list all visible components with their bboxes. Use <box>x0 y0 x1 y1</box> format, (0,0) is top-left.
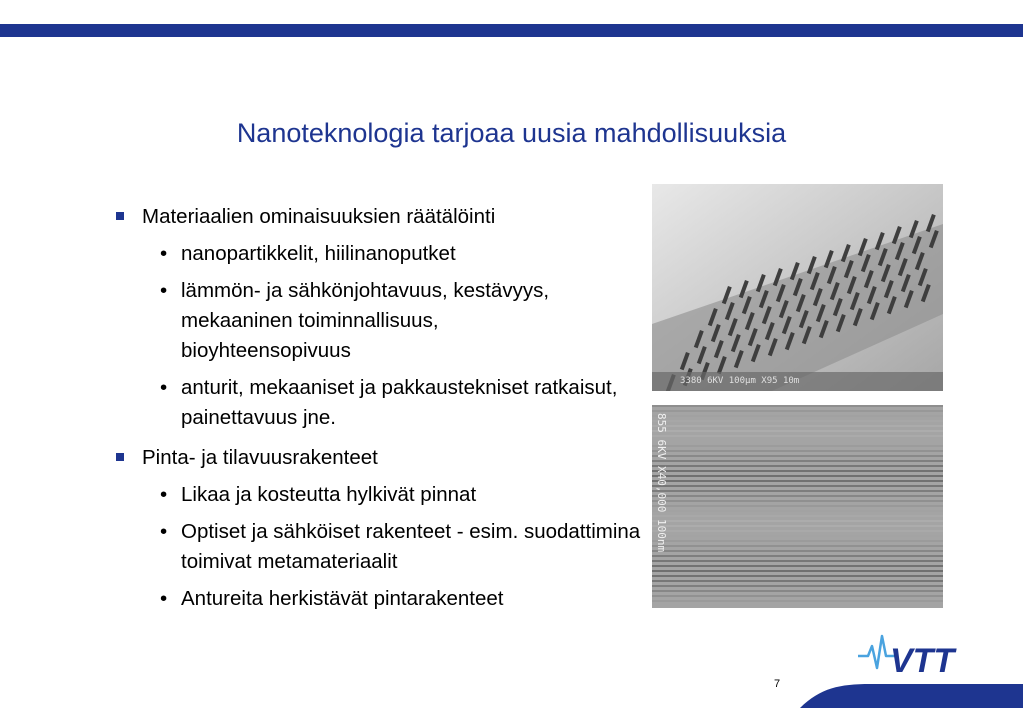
surface-texture-line <box>652 555 943 557</box>
surface-texture-line <box>652 575 943 577</box>
sub-bullet-item <box>112 517 642 577</box>
top-accent-bar <box>0 24 1023 37</box>
dot-bullet-icon: • <box>160 279 168 302</box>
sub-bullet-item <box>112 480 642 510</box>
sub-bullet-item <box>112 276 581 366</box>
surface-texture-line <box>652 500 943 502</box>
sub-bullet-text: anturit, mekaaniset ja pakkaustekniset ratkaisut, painettavuus jne. <box>181 376 618 429</box>
surface-texture-line <box>652 510 943 512</box>
surface-texture-line <box>652 585 943 587</box>
sub-bullet-item <box>112 239 642 269</box>
bottom-accent-swoosh <box>800 682 1023 708</box>
vtt-logo-text: VTT <box>890 642 955 680</box>
surface-texture-line <box>652 580 943 582</box>
surface-texture-line <box>652 570 943 572</box>
sem-image-nanosurface <box>652 405 943 608</box>
sem-top-caption: 3380 6KV 100μm X95 10m <box>680 376 800 386</box>
surface-texture-line <box>652 495 943 497</box>
dot-bullet-icon: • <box>160 483 168 506</box>
surface-texture-line <box>652 465 943 467</box>
dot-bullet-icon: • <box>160 242 168 265</box>
surface-texture-line <box>652 460 943 462</box>
sub-bullet-item <box>112 373 642 433</box>
sub-bullet-text: Likaa ja kosteutta hylkivät pinnat <box>181 483 477 506</box>
surface-texture-line <box>652 505 943 507</box>
surface-texture-line <box>652 600 943 602</box>
surface-texture-line <box>652 560 943 562</box>
sub-bullet-item <box>112 584 642 614</box>
slide-title: Nanoteknologia tarjoaa uusia mahdollisuuksia <box>236 118 787 148</box>
square-bullet-icon <box>116 212 124 220</box>
sub-bullet-text: Optiset ja sähköiset rakenteet - esim. suodattimina toimivat metamateriaalit <box>181 520 641 573</box>
surface-texture-line <box>652 565 943 567</box>
surface-texture-line <box>652 475 943 477</box>
surface-texture-line <box>652 405 943 407</box>
surface-texture-line <box>652 445 943 447</box>
surface-texture-line <box>652 485 943 487</box>
surface-texture-line <box>652 480 943 482</box>
surface-texture-line <box>652 455 943 457</box>
surface-texture-line <box>652 420 943 422</box>
surface-texture-line <box>652 410 943 412</box>
sub-bullet-text: nanopartikkelit, hiilinanoputket <box>181 242 456 265</box>
bullet-item <box>112 445 642 470</box>
bullet-text: Materiaalien ominaisuuksien räätälöinti <box>142 205 496 228</box>
page-number: 7 <box>774 678 781 690</box>
surface-texture-line <box>652 425 943 427</box>
bullet-text: Pinta- ja tilavuusrakenteet <box>142 446 378 469</box>
surface-texture-line <box>652 535 943 537</box>
surface-texture-line <box>652 545 943 547</box>
surface-texture-line <box>652 520 943 522</box>
surface-texture-line <box>652 590 943 592</box>
surface-texture-line <box>652 540 943 542</box>
sub-bullet-text: lämmön- ja sähkönjohtavuus, kestävyys, mekaaninen toiminnallisuus, bioyhteensopivuus <box>181 279 550 362</box>
surface-texture-line <box>652 415 943 417</box>
surface-texture-line <box>652 525 943 527</box>
dot-bullet-icon: • <box>160 520 168 543</box>
surface-texture-line <box>652 440 943 442</box>
square-bullet-icon <box>116 453 124 461</box>
surface-texture-line <box>652 595 943 597</box>
surface-texture-line <box>652 450 943 452</box>
sem-bottom-caption: 855 6KV X40,000 100nm <box>655 413 668 553</box>
sem-image-microstructures <box>652 184 943 391</box>
vtt-logo <box>856 630 980 680</box>
surface-texture-line <box>652 515 943 517</box>
dot-bullet-icon: • <box>160 376 168 399</box>
surface-texture-line <box>652 490 943 492</box>
surface-texture-line <box>652 435 943 437</box>
surface-texture-line <box>652 470 943 472</box>
bullet-list <box>112 204 642 621</box>
surface-texture-line <box>652 430 943 432</box>
bullet-item <box>112 204 642 229</box>
dot-bullet-icon: • <box>160 587 168 610</box>
sub-bullet-text: Antureita herkistävät pintarakenteet <box>181 587 504 610</box>
surface-texture-line <box>652 530 943 532</box>
surface-texture-line <box>652 550 943 552</box>
